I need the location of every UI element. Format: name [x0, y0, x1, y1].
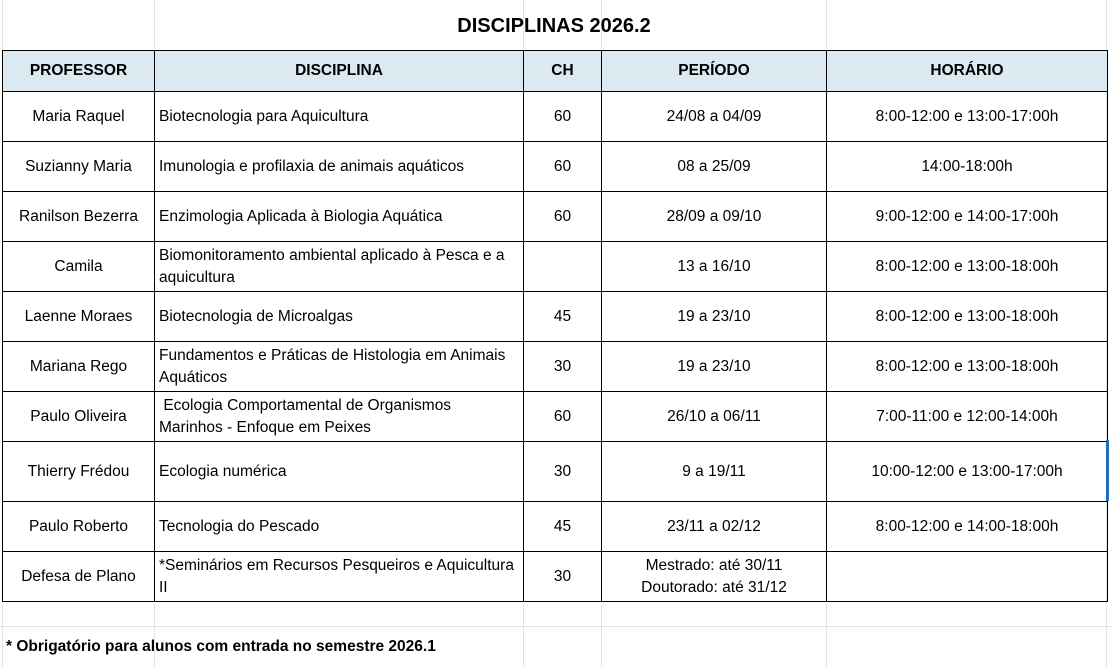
cell-ch[interactable]: 30 [524, 342, 602, 392]
table-row [3, 142, 1108, 192]
cell-ch[interactable]: 30 [524, 442, 602, 502]
footnote[interactable]: * Obrigatório para alunos com entrada no semestre 2026.1 [6, 638, 436, 655]
cell-periodo[interactable]: 23/11 a 02/12 [602, 502, 827, 552]
cell-periodo[interactable]: 9 a 19/11 [602, 442, 827, 502]
cell-professor[interactable]: Mariana Rego [3, 342, 155, 392]
cell-professor[interactable]: Paulo Roberto [3, 502, 155, 552]
header-row [3, 51, 1108, 92]
cell-ch[interactable]: 60 [524, 392, 602, 442]
table-row [3, 192, 1108, 242]
cell-professor[interactable]: Thierry Frédou [3, 442, 155, 502]
cell-ch[interactable]: 45 [524, 292, 602, 342]
cell-professor[interactable]: Maria Raquel [3, 92, 155, 142]
cell-professor[interactable]: Defesa de Plano [3, 552, 155, 602]
cell-periodo[interactable]: 13 a 16/10 [602, 242, 827, 292]
cell-ch[interactable] [524, 242, 602, 292]
disciplines-table [2, 50, 1108, 602]
table-row [3, 442, 1108, 502]
table-row [3, 552, 1108, 602]
cell-disciplina[interactable]: Biotecnologia de Microalgas [155, 292, 524, 342]
cell-disciplina[interactable]: Fundamentos e Práticas de Histologia em Animais Aquáticos [155, 342, 524, 392]
cell-horario[interactable]: 9:00-12:00 e 14:00-17:00h [827, 192, 1108, 242]
cell-ch[interactable]: 30 [524, 552, 602, 602]
cell-disciplina[interactable]: Biomonitoramento ambiental aplicado à Pesca e a aquicultura [155, 242, 524, 292]
cell-selection-border [1106, 440, 1109, 501]
cell-professor[interactable]: Suzianny Maria [3, 142, 155, 192]
cell-disciplina[interactable]: *Seminários em Recursos Pesqueiros e Aquicultura II [155, 552, 524, 602]
cell-professor[interactable]: Ranilson Bezerra [3, 192, 155, 242]
cell-professor[interactable]: Camila [3, 242, 155, 292]
header-ch[interactable]: CH [524, 51, 602, 92]
cell-ch[interactable]: 60 [524, 142, 602, 192]
cell-ch[interactable]: 60 [524, 192, 602, 242]
table-row [3, 342, 1108, 392]
cell-horario[interactable]: 14:00-18:00h [827, 142, 1108, 192]
cell-horario[interactable]: 10:00-12:00 e 13:00-17:00h [827, 442, 1108, 502]
cell-horario[interactable] [827, 552, 1108, 602]
cell-periodo[interactable]: 26/10 a 06/11 [602, 392, 827, 442]
periodo-line: Mestrado: até 30/11 [645, 556, 783, 574]
periodo-line: Doutorado: até 31/12 [641, 578, 787, 596]
cell-disciplina[interactable]: Ecologia numérica [155, 442, 524, 502]
header-horario[interactable]: HORÁRIO [827, 51, 1108, 92]
cell-disciplina[interactable]: Enzimologia Aplicada à Biologia Aquática [155, 192, 524, 242]
cell-professor[interactable]: Laenne Moraes [3, 292, 155, 342]
cell-ch[interactable]: 60 [524, 92, 602, 142]
cell-horario[interactable]: 8:00-12:00 e 13:00-17:00h [827, 92, 1108, 142]
cell-horario[interactable]: 8:00-12:00 e 13:00-18:00h [827, 292, 1108, 342]
header-professor[interactable]: PROFESSOR [3, 51, 155, 92]
table-row [3, 92, 1108, 142]
header-disciplina[interactable]: DISCIPLINA [155, 51, 524, 92]
cell-periodo[interactable]: 19 a 23/10 [602, 342, 827, 392]
header-periodo[interactable]: PERÍODO [602, 51, 827, 92]
cell-periodo[interactable]: 28/09 a 09/10 [602, 192, 827, 242]
cell-horario[interactable]: 8:00-12:00 e 13:00-18:00h [827, 342, 1108, 392]
cell-disciplina[interactable]: Tecnologia do Pescado [155, 502, 524, 552]
cell-horario[interactable]: 8:00-12:00 e 13:00-18:00h [827, 242, 1108, 292]
sheet-title: DISCIPLINAS 2026.2 [457, 14, 651, 37]
table-row [3, 392, 1108, 442]
cell-periodo[interactable]: 24/08 a 04/09 [602, 92, 827, 142]
cell-disciplina[interactable]: Imunologia e profilaxia de animais aquáticos [155, 142, 524, 192]
cell-disciplina[interactable]: Ecologia Comportamental de Organismos Marinhos - Enfoque em Peixes [155, 392, 524, 442]
cell-horario[interactable]: 7:00-11:00 e 12:00-14:00h [827, 392, 1108, 442]
cell-disciplina[interactable]: Biotecnologia para Aquicultura [155, 92, 524, 142]
cell-periodo[interactable] [602, 552, 827, 602]
cell-professor[interactable]: Paulo Oliveira [3, 392, 155, 442]
cell-periodo[interactable]: 19 a 23/10 [602, 292, 827, 342]
cell-horario[interactable]: 8:00-12:00 e 14:00-18:00h [827, 502, 1108, 552]
cell-ch[interactable]: 45 [524, 502, 602, 552]
table-row [3, 242, 1108, 292]
table-row [3, 292, 1108, 342]
cell-periodo[interactable]: 08 a 25/09 [602, 142, 827, 192]
table-row [3, 502, 1108, 552]
gridline [0, 626, 1112, 627]
